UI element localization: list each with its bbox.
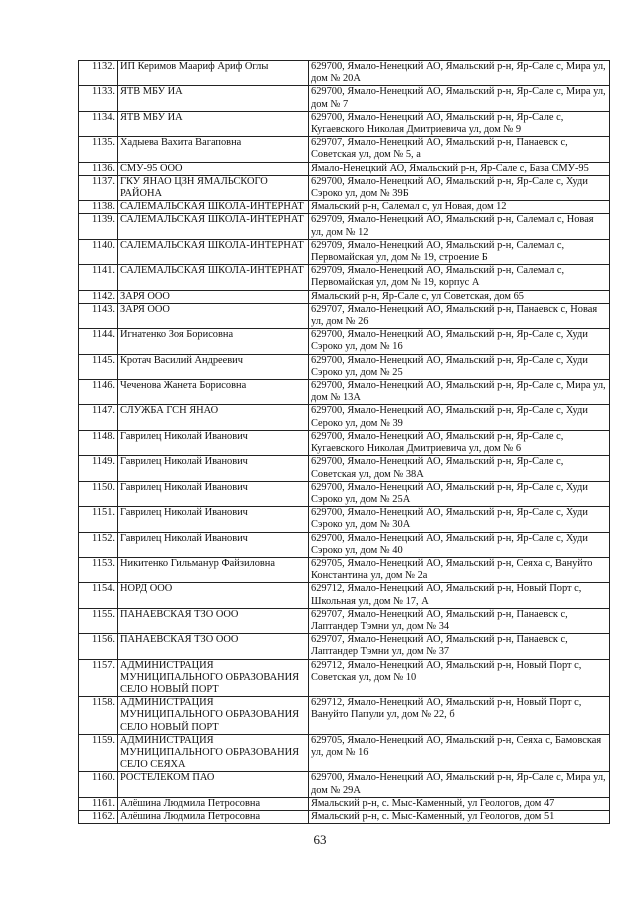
address: Ямальский р-н, с. Мыс-Каменный, ул Геологов, дом 47 [309,797,610,810]
organization-name: Игнатенко Зоя Борисовна [118,329,309,354]
organization-name: Чеченова Жанета Борисовна [118,380,309,405]
row-number: 1160. [79,772,118,797]
page-number: 63 [313,832,327,847]
table-row [79,380,610,405]
address: 629700, Ямало-Ненецкий АО, Ямальский р-н, Яр-Сале с, Кугаевского Николая Дмитриевича ул, дом № 9 [309,111,610,136]
table-row [79,265,610,290]
address: 629712, Ямало-Ненецкий АО, Ямальский р-н, Новый Порт с, Вануйто Папули ул, дом № 22, б [309,697,610,735]
row-number: 1135. [79,137,118,162]
organization-name: Алёшина Людмила Петросовна [118,810,309,823]
table-row [79,430,610,455]
address: 629700, Ямало-Ненецкий АО, Ямальский р-н, Яр-Сале с, Кугаевского Николая Дмитриевича ул, дом № 6 [309,430,610,455]
table-row [79,608,610,633]
table-row [79,481,610,506]
address: 629707, Ямало-Ненецкий АО, Ямальский р-н, Панаевск с, Лаптандер Тэмни ул, дом № 34 [309,608,610,633]
row-number: 1132. [79,61,118,86]
document-page [78,60,606,824]
organization-name: РОСТЕЛЕКОМ ПАО [118,772,309,797]
row-number: 1134. [79,111,118,136]
organization-name: ГКУ ЯНАО ЦЗН ЯМАЛЬСКОГО РАЙОНА [118,175,309,200]
organization-name: Никитенко Гильмануp Файзиловна [118,557,309,582]
row-number: 1146. [79,380,118,405]
registry-table-body [79,61,610,824]
address: 629709, Ямало-Ненецкий АО, Ямальский р-н, Салемал с, Новая ул, дом № 12 [309,214,610,239]
table-row [79,697,610,735]
table-row [79,405,610,430]
organization-name: Хадыева Вахита Вагаповна [118,137,309,162]
row-number: 1140. [79,239,118,264]
row-number: 1133. [79,86,118,111]
row-number: 1157. [79,659,118,697]
organization-name: ЯТВ МБУ ИА [118,86,309,111]
row-number: 1137. [79,175,118,200]
address: 629712, Ямало-Ненецкий АО, Ямальский р-н, Новый Порт с, Школьная ул, дом № 17, А [309,583,610,608]
row-number: 1141. [79,265,118,290]
organization-name: САЛЕМАЛЬСКАЯ ШКОЛА-ИНТЕРНАТ [118,201,309,214]
table-row [79,810,610,823]
table-row [79,532,610,557]
organization-name: Алёшина Людмила Петросовна [118,797,309,810]
organization-name: Гаврилец Николай Иванович [118,430,309,455]
table-row [79,659,610,697]
row-number: 1156. [79,634,118,659]
row-number: 1162. [79,810,118,823]
address: 629700, Ямало-Ненецкий АО, Ямальский р-н, Яр-Сале с, Мира ул, дом № 7 [309,86,610,111]
organization-name: АДМИНИСТРАЦИЯ МУНИЦИПАЛЬНОГО ОБРАЗОВАНИЯ СЕЛО НОВЫЙ ПОРТ [118,697,309,735]
table-row [79,634,610,659]
row-number: 1139. [79,214,118,239]
row-number: 1145. [79,354,118,379]
table-row [79,290,610,303]
organization-name: Гаврилец Николай Иванович [118,456,309,481]
table-row [79,354,610,379]
table-row [79,201,610,214]
row-number: 1144. [79,329,118,354]
row-number: 1159. [79,734,118,772]
address: 629712, Ямало-Ненецкий АО, Ямальский р-н, Новый Порт с, Советская ул, дом № 10 [309,659,610,697]
address: 629709, Ямало-Ненецкий АО, Ямальский р-н, Салемал с, Первомайская ул, дом № 19, корпус А [309,265,610,290]
organization-name: ПАНАЕВСКАЯ ТЗО ООО [118,608,309,633]
row-number: 1136. [79,162,118,175]
organization-name: СЛУЖБА ГСН ЯНАО [118,405,309,430]
table-row [79,137,610,162]
organization-name: ПАНАЕВСКАЯ ТЗО ООО [118,634,309,659]
table-row [79,175,610,200]
row-number: 1143. [79,303,118,328]
row-number: 1155. [79,608,118,633]
row-number: 1138. [79,201,118,214]
table-row [79,329,610,354]
address: Ямальский р-н, Яр-Сале с, ул Советская, дом 65 [309,290,610,303]
row-number: 1161. [79,797,118,810]
address: 629700, Ямало-Ненецкий АО, Ямальский р-н, Яр-Сале с, Мира ул, дом № 20А [309,61,610,86]
row-number: 1142. [79,290,118,303]
table-row [79,162,610,175]
address: 629700, Ямало-Ненецкий АО, Ямальский р-н, Яр-Сале с, Худи Сэроко ул, дом № 25 [309,354,610,379]
address: 629707, Ямало-Ненецкий АО, Ямальский р-н, Панаевск с, Лаптандер Тэмни ул, дом № 37 [309,634,610,659]
address: 629705, Ямало-Ненецкий АО, Ямальский р-н, Сеяха с, Вануйто Константина ул, дом № 2а [309,557,610,582]
organization-name: АДМИНИСТРАЦИЯ МУНИЦИПАЛЬНОГО ОБРАЗОВАНИЯ СЕЛО СЕЯХА [118,734,309,772]
address: 629700, Ямало-Ненецкий АО, Ямальский р-н, Яр-Сале с, Советская ул, дом № 38А [309,456,610,481]
row-number: 1147. [79,405,118,430]
organization-name: ЗАРЯ ООО [118,303,309,328]
organization-name: ЯТВ МБУ ИА [118,111,309,136]
table-row [79,61,610,86]
address: 629709, Ямало-Ненецкий АО, Ямальский р-н, Салемал с, Первомайская ул, дом № 19, строение Б [309,239,610,264]
address: Ямальский р-н, Салемал с, ул Новая, дом 12 [309,201,610,214]
address: 629707, Ямало-Ненецкий АО, Ямальский р-н, Панаевск с, Советская ул, дом № 5, а [309,137,610,162]
row-number: 1149. [79,456,118,481]
organization-name: Гаврилец Николай Иванович [118,532,309,557]
organization-name: Кротач Василий Андреевич [118,354,309,379]
table-row [79,734,610,772]
organization-name: САЛЕМАЛЬСКАЯ ШКОЛА-ИНТЕРНАТ [118,239,309,264]
row-number: 1148. [79,430,118,455]
row-number: 1152. [79,532,118,557]
address: 629700, Ямало-Ненецкий АО, Ямальский р-н, Яр-Сале с, Худи Сэроко ул, дом № 25А [309,481,610,506]
table-row [79,583,610,608]
address: 629700, Ямало-Ненецкий АО, Ямальский р-н, Яр-Сале с, Худи Сэроко ул, дом № 30А [309,507,610,532]
organization-name: ИП Керимов Маариф Ариф Оглы [118,61,309,86]
address: 629700, Ямало-Ненецкий АО, Ямальский р-н, Яр-Сале с, Мира ул, дом № 29А [309,772,610,797]
address: Ямальский р-н, с. Мыс-Каменный, ул Геологов, дом 51 [309,810,610,823]
organization-name: Гаврилец Николай Иванович [118,481,309,506]
table-row [79,303,610,328]
row-number: 1158. [79,697,118,735]
table-row [79,214,610,239]
table-row [79,507,610,532]
organization-name: САЛЕМАЛЬСКАЯ ШКОЛА-ИНТЕРНАТ [118,265,309,290]
table-row [79,239,610,264]
organization-name: САЛЕМАЛЬСКАЯ ШКОЛА-ИНТЕРНАТ [118,214,309,239]
address: 629707, Ямало-Ненецкий АО, Ямальский р-н, Панаевск с, Новая ул, дом № 26 [309,303,610,328]
row-number: 1150. [79,481,118,506]
address: 629700, Ямало-Ненецкий АО, Ямальский р-н, Яр-Сале с, Худи Сэроко ул, дом № 39Б [309,175,610,200]
table-row [79,557,610,582]
address: 629705, Ямало-Ненецкий АО, Ямальский р-н, Сеяха с, Бамовская ул, дом № 16 [309,734,610,772]
organization-name: НОРД ООО [118,583,309,608]
registry-table [78,60,610,824]
address: Ямало-Ненецкий АО, Ямальский р-н, Яр-Сале с, База СМУ-95 [309,162,610,175]
table-row [79,797,610,810]
row-number: 1154. [79,583,118,608]
address: 629700, Ямало-Ненецкий АО, Ямальский р-н, Яр-Сале с, Худи Сэроко ул, дом № 40 [309,532,610,557]
table-row [79,772,610,797]
table-row [79,86,610,111]
row-number: 1151. [79,507,118,532]
table-row [79,456,610,481]
row-number: 1153. [79,557,118,582]
organization-name: СМУ-95 ООО [118,162,309,175]
organization-name: ЗАРЯ ООО [118,290,309,303]
organization-name: АДМИНИСТРАЦИЯ МУНИЦИПАЛЬНОГО ОБРАЗОВАНИЯ СЕЛО НОВЫЙ ПОРТ [118,659,309,697]
address: 629700, Ямало-Ненецкий АО, Ямальский р-н, Яр-Сале с, Мира ул, дом № 13А [309,380,610,405]
table-row [79,111,610,136]
organization-name: Гаврилец Николай Иванович [118,507,309,532]
address: 629700, Ямало-Ненецкий АО, Ямальский р-н, Яр-Сале с, Худи Сероко ул, дом № 39 [309,405,610,430]
address: 629700, Ямало-Ненецкий АО, Ямальский р-н, Яр-Сале с, Худи Сэроко ул, дом № 16 [309,329,610,354]
